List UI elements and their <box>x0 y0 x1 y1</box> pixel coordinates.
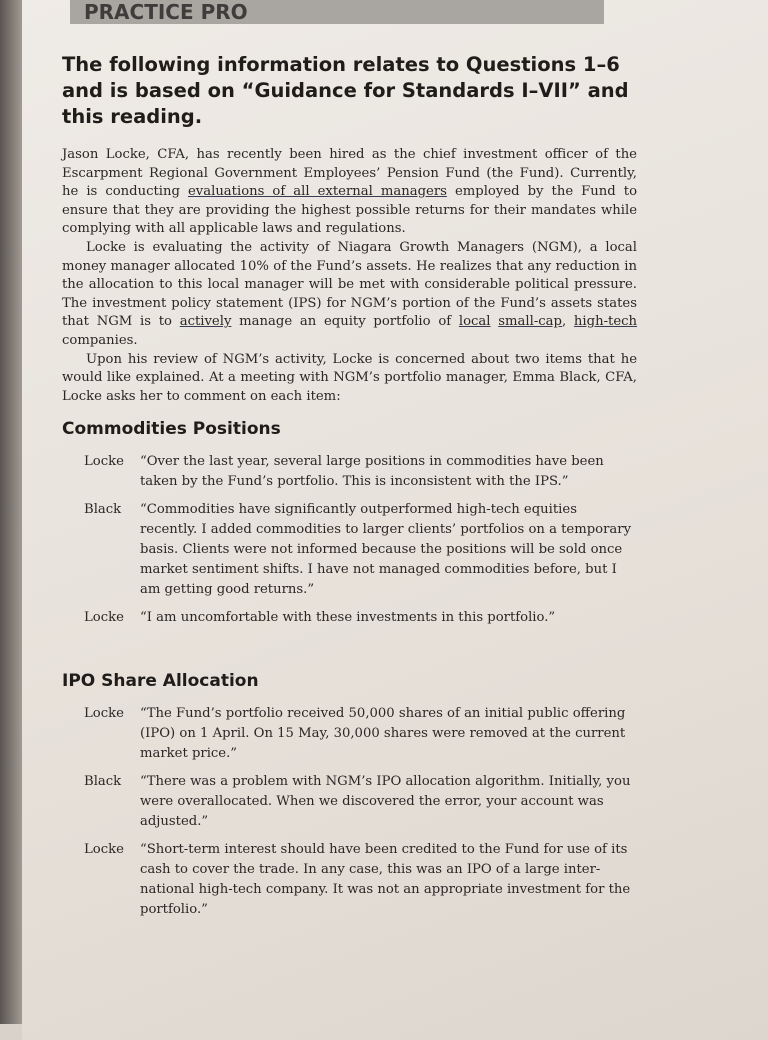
speaker: Locke <box>84 610 124 626</box>
page-content <box>62 52 637 928</box>
dialogue-line <box>84 500 637 600</box>
text: manage an equity portfolio of <box>231 314 459 330</box>
speaker: Black <box>84 774 122 790</box>
handwritten-underline: local <box>458 314 491 330</box>
dialogue-line <box>84 608 637 628</box>
dialogue-line <box>84 704 637 764</box>
handwritten-underline: evaluations of all external managers <box>187 184 447 200</box>
text: employed by the Fund to ensure that they are providing the highest possible returns for their mandates while complying with all applicable laws and regulations. <box>62 184 638 237</box>
text: , <box>561 314 574 330</box>
handwritten-underline: actively <box>179 314 232 330</box>
intro-heading: The following information relates to Questions 1–6 and is based on “Guidance for Standards I–VII” and this reading. <box>62 53 629 128</box>
quote: “Over the last year, several large positions in commodities have been taken by the Fund’s portfolio. This is inconsistent with the IPS.” <box>140 454 604 490</box>
paragraph-3: Upon his review of NGM’s activity, Locke is concerned about two items that he would like explained. At a meeting with NGM’s portfolio manager, Emma Black, CFA, Locke asks her to comment on each item: <box>62 351 637 404</box>
dialogue-line <box>84 452 637 492</box>
dialogue-line <box>84 840 637 920</box>
handwritten-underline: small-cap <box>498 314 562 330</box>
quote: “Short-term interest should have been credited to the Fund for use of its cash to cover the trade. In any case, this was an IPO of a large international high-tech company. It was not an appropriate investment for the portfolio.” <box>140 842 631 918</box>
section-banner: PRACTICE PRO <box>70 0 604 24</box>
dialogue-line <box>84 772 637 832</box>
text: Jason Locke, CFA, has recently been hired as the chief investment officer of the Escarpment Regional Government Employees’ Pension Fund (the Fund). Currently, he is conducting <box>62 147 637 200</box>
text: companies. <box>62 332 138 348</box>
section-title-commodities: Commodities Positions <box>62 419 281 440</box>
section-title-ipo: IPO Share Allocation <box>62 671 259 692</box>
text: Locke is evaluating the activity of Niagara Growth Managers (NGM), a local money manager allocated 10% of the Fund’s assets. He realizes that any reduction in the allocation to this local manager will be met with considerable political pressure. The investment policy statement (IPS) for NGM’s portion of the Fund’s assets states that NGM is to <box>62 239 637 330</box>
speaker: Locke <box>84 706 124 722</box>
quote: “I am uncomfortable with these investments in this portfolio.” <box>140 610 556 626</box>
quote: “The Fund’s portfolio received 50,000 shares of an initial public offering (IPO) on 1 April. On 15 May, 30,000 shares were removed at the current market price.” <box>140 706 626 762</box>
speaker: Black <box>84 502 122 518</box>
quote: “Commodities have significantly outperformed high-tech equities recently. I added commodities to larger clients’ portfolios on a temporary basis. Clients were not informed because the positions will be sold once market sentiment shifts. I have not managed commodities before, but I am getting good returns.” <box>140 502 632 598</box>
quote: “There was a problem with NGM’s IPO allocation algorithm. Initially, you were overallocated. When we discovered the error, your account was adjusted.” <box>140 774 631 830</box>
paragraph-2 <box>62 239 637 351</box>
speaker: Locke <box>84 842 124 858</box>
paragraph-1 <box>62 146 637 239</box>
speaker: Locke <box>84 454 124 470</box>
handwritten-underline: high-tech <box>573 314 638 330</box>
